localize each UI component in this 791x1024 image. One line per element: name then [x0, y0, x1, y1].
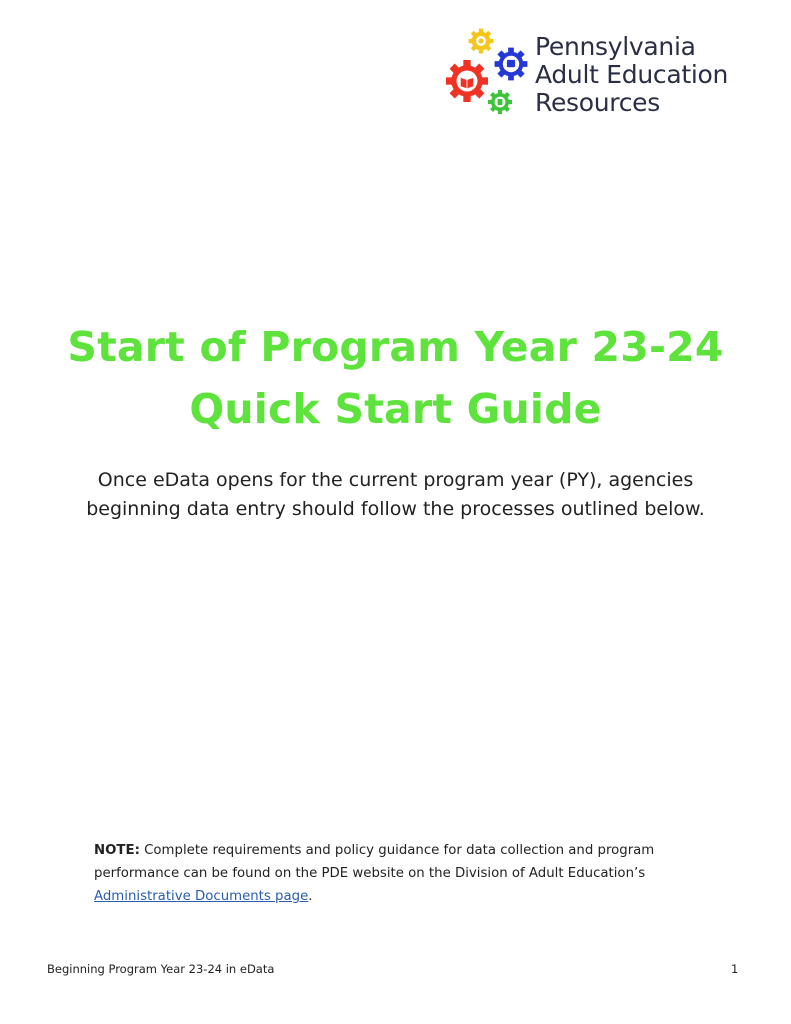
intro-paragraph	[40, 466, 751, 524]
note-paragraph	[94, 839, 694, 908]
page-title	[0, 316, 791, 440]
note-label: NOTE:	[94, 843, 140, 858]
page-number: 1	[731, 962, 739, 976]
intro-line-2: beginning data entry should follow the processes outlined below.	[86, 498, 705, 520]
red-gear-icon	[446, 60, 488, 102]
note-end: .	[308, 889, 313, 904]
logo-line-3: Resources	[535, 88, 660, 117]
note-line-1	[94, 839, 694, 862]
note-text-1: Complete requirements and policy guidance for data collection and program	[139, 843, 655, 858]
note-line-2: performance can be found on the PDE website on the Division of Adult Education’s	[94, 866, 646, 881]
logo-wordmark	[535, 33, 728, 117]
administrative-documents-link[interactable]: Administrative Documents page	[94, 889, 309, 904]
logo-line-2: Adult Education	[535, 60, 729, 89]
footer-title: Beginning Program Year 23-24 in eData	[47, 962, 275, 976]
title-line-2: Quick Start Guide	[189, 385, 602, 433]
intro-line-1: Once eData opens for the current program year (PY), agencies	[97, 469, 694, 491]
pa-adult-education-logo	[440, 24, 760, 124]
note-line-3	[94, 885, 694, 908]
logo-line-1: Pennsylvania	[535, 32, 696, 61]
blue-gear-icon	[495, 48, 528, 81]
green-gear-icon	[488, 90, 512, 114]
yellow-gear-icon	[469, 29, 494, 54]
gears-icon	[440, 24, 540, 124]
title-line-1: Start of Program Year 23-24	[67, 323, 724, 371]
